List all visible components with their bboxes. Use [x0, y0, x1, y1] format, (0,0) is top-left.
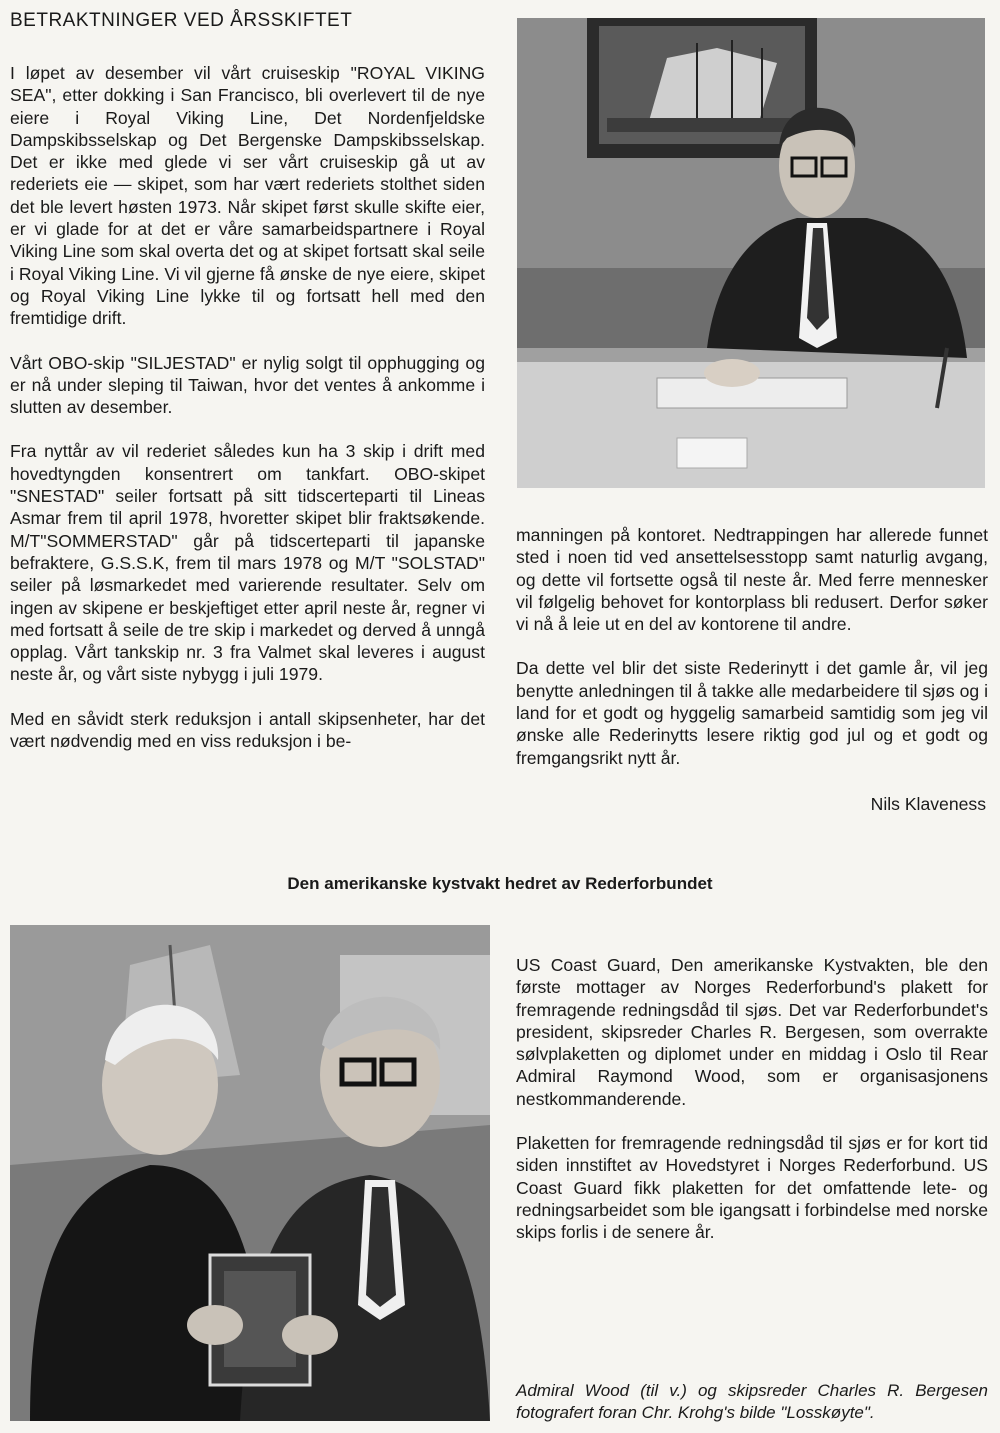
paragraph: Med en såvidt sterk reduksjon i antall skipsenheter, har det vært nødvendig med en viss reduksjon i be-: [10, 708, 485, 752]
paragraph: I løpet av desember vil vårt cruiseskip "ROYAL VIKING SEA", etter dokking i San Francisco, bli overlevert til de nye eiere i Royal Viking Line, Det Nordenfjeldske Dampskibsselskap og Det Bergenske Dampskibsselskap. Det er ikke med glede vi ser vårt cruiseskip gå ut av rederiets eie — skipet, som har vært rederiets stolthet siden det ble levert høsten 1973. Når skipet først skulle skifte eier, er vi glade for at det er våre samarbeidspartnere i Royal Viking Line som skal overta det og at skipet fortsatt skal seile i Royal Viking Line. Vi vil gjerne få ønske de nye eiere, skipet og Royal Viking Line lykke til og fortsatt hell med den fremtidige drift.: [10, 63, 485, 329]
paragraph: Fra nyttår av vil rederiet således kun ha 3 skip i drift med hovedtyngden konsentrert om tankfart. OBO-skipet "SNESTAD" seiler fortsatt på sitt tidscerteparti til Lineas Asmar frem til april 1978, hvoretter skipet blir fraktsøkende. M/T"SOMMERSTAD" går på tidscerteparti til japanske befraktere, G.S.S.K, frem til mars 1978 og M/T "SOLSTAD" seiler på løsmarkedet med varierende resultater. Selv om ingen av skipene er beskjeftiget etter april neste år, regner vi med fortsatt å seile de tre skip i markedet og derved å unngå opplag. Vårt tankskip nr. 3 fra Valmet skal leveres i august neste år, og vårt siste nybygg i juli 1979.: [10, 441, 485, 685]
photo-caption: Admiral Wood (til v.) og skipsreder Charles R. Bergesen fotografert foran Chr. Krohg's bilde "Losskøyte".: [516, 1381, 988, 1422]
office-photo: [517, 18, 985, 488]
admirals-photo-illustration: [10, 925, 490, 1421]
article-heading: BETRAKTNINGER VED ÅRSSKIFTET: [10, 10, 353, 31]
paragraph: US Coast Guard, Den amerikanske Kystvakten, ble den første mottager av Norges Rederforbund's plakett for fremragende redningsdåd til sjøs. Det var Rederforbundet's president, skipsreder Charles R. Bergesen, som overrakte sølvplaketten og diplomet under en middag i Oslo til Rear Admiral Raymond Wood, som er organisasjonens nestkommanderende.: [516, 955, 988, 1109]
paragraph: Vårt OBO-skip "SILJESTAD" er nylig solgt til opphugging og er nå under sleping til Taiwan, hvor det ventes å ankomme i slutten av desember.: [10, 352, 485, 418]
article-column-right: [516, 524, 988, 791]
paragraph: manningen på kontoret. Nedtrappingen har allerede funnet sted i noen tid ved ansettelsesstopp samt naturlig avgang, og dette vil fortsette også til neste år. Med ferre mennesker vil følgelig behovet for kontorplass bli redusert. Derfor søker vi nå å leie ut en del av kontorene til andre.: [516, 525, 988, 635]
author-signature: Nils Klaveness: [870, 794, 986, 814]
coastguard-heading: Den amerikanske kystvakt hedret av Rederforbundet: [287, 874, 713, 893]
office-photo-illustration: [517, 18, 985, 488]
admirals-photo: [10, 925, 490, 1421]
article-column-left: [10, 62, 485, 774]
paragraph: Plaketten for fremragende redningsdåd til sjøs er for kort tid siden innstiftet av Hovedstyret i Norges Rederforbund. US Coast Guard fikk plaketten for det omfattende lete- og redningsarbeidet som ble igangsatt i forbindelse med norske skips forlis i de senere år.: [516, 1133, 988, 1243]
paragraph: Da dette vel blir det siste Rederinytt i det gamle år, vil jeg benytte anledningen til å takke alle medarbeidere til sjøs og i land for et godt og hyggelig samarbeid samtidig som jeg vil ønske alle Rederinytts lesere riktig god jul og et godt og fremgangsrikt nytt år.: [516, 658, 988, 768]
coastguard-text: [516, 954, 988, 1266]
